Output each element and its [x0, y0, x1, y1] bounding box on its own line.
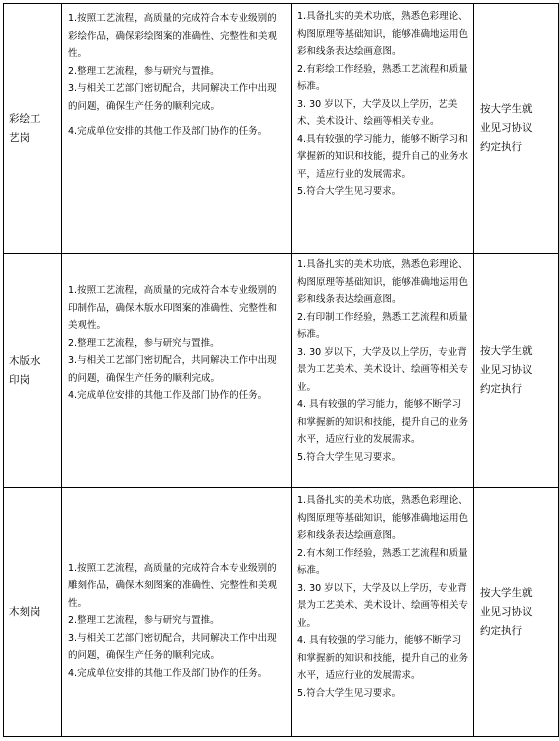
- table-row: [4, 4, 559, 254]
- requirement-item: 5.符合大学生见习要求。: [297, 451, 402, 463]
- duty-item: 2.整理工艺流程，参与研究与置推。: [68, 337, 220, 349]
- position-name: 彩绘工艺岗: [9, 112, 41, 144]
- duty-item: 3.与相关工艺部门密切配合，共同解决工作中出现的问题，确保生产任务的顺利完成。: [68, 632, 277, 662]
- requirement-item: 5.符合大学生见习要求。: [297, 186, 402, 197]
- requirements-cell: [292, 488, 474, 737]
- duty-item: 1.按照工艺流程，高质量的完成符合本专业级别的印制作品，确保木版水印图案的准确性、完整性和美观性。: [68, 285, 278, 331]
- requirement-item: 2.有木刻工作经验，熟悉工艺流程和质量标准。: [297, 547, 468, 576]
- table-row: [4, 488, 559, 737]
- duty-item: 4.完成单位安排的其他工作及部门协作的任务。: [68, 126, 268, 137]
- duties-cell: [62, 4, 292, 254]
- requirement-item: 3. 30 岁以下，大学及以上学历，艺美术、美术设计、绘画等相关专业。: [297, 98, 458, 127]
- requirement-item: 4.具有较强的学习能力，能够不断学习和掌握新的知识和技能，提升自己的业务水平，适应行业的发展需求。: [297, 133, 469, 180]
- position-cell: [4, 4, 62, 254]
- requirements-cell: [292, 4, 474, 254]
- duties-cell: [62, 488, 292, 737]
- duty-item: 2.整理工艺流程，参与研究与置推。: [68, 615, 220, 627]
- note-text: 按大学生就业见习协议约定执行: [480, 345, 533, 395]
- note-cell: [474, 254, 559, 488]
- position-name: 木刻岗: [9, 605, 41, 618]
- note-text: 按大学生就业见习协议约定执行: [480, 103, 533, 153]
- requirement-item: 4. 具有较强的学习能力，能够不断学习和掌握新的知识和技能，提升自己的业务水平，适应行业的发展需求。: [297, 399, 469, 445]
- position-cell: [4, 254, 62, 488]
- position-cell: [4, 488, 62, 737]
- duty-item: 1.按照工艺流程，高质量的完成符合本专业级别的雕刻作品，确保木刻图案的准确性、完整性和美观性。: [68, 562, 278, 609]
- note-text: 按大学生就业见习协议约定执行: [480, 586, 533, 637]
- duty-item: 3.与相关工艺部门密切配合，共同解决工作中出现的问题，确保生产任务的顺利完成。: [68, 355, 277, 384]
- note-cell: [474, 4, 559, 254]
- duty-item: 2.整理工艺流程，参与研究与置推。: [68, 65, 220, 77]
- duty-item: 4.完成单位安排的其他工作及部门协作的任务。: [68, 390, 268, 401]
- duty-item: 4.完成单位安排的其他工作及部门协作的任务。: [68, 667, 268, 679]
- requirement-item: 5.符合大学生见习要求。: [297, 687, 402, 699]
- position-name: 木版水印岗: [9, 354, 41, 386]
- requirement-item: 1.具备扎实的美术功底，熟悉色彩理论、构图原理等基础知识，能够准确地运用色彩和线条表达绘画意图。: [297, 11, 469, 57]
- requirement-item: 2.有印制工作经验，熟悉工艺流程和质量标准。: [297, 311, 468, 340]
- requirements-cell: [292, 254, 474, 488]
- note-cell: [474, 488, 559, 737]
- requirement-item: 1.具备扎实的美术功底，熟悉色彩理论、构图原理等基础知识，能够准确地运用色彩和线条表达绘画意图。: [297, 495, 469, 541]
- job-table: [3, 3, 559, 737]
- requirement-item: 2.有彩绘工作经验，熟悉工艺流程和质量标准。: [297, 63, 468, 92]
- requirement-item: 4. 具有较强的学习能力，能够不断学习和掌握新的知识和技能，提升自己的业务水平，适应行业的发展需求。: [297, 635, 469, 681]
- duties-cell: [62, 254, 292, 488]
- requirement-item: 3. 30 岁以下，大学及以上学历，专业背景为工艺美术、美术设计、绘画等相关专业。: [297, 346, 469, 393]
- duty-item: 1.按照工艺流程，高质量的完成符合本专业级别的彩绘作品，确保彩绘图案的准确性、完整性和美观性。: [68, 13, 278, 59]
- requirement-item: 1.具备扎实的美术功底，熟悉色彩理论、构图原理等基础知识，能够准确地运用色彩和线条表达绘画意图。: [297, 259, 469, 305]
- requirement-item: 3. 30 岁以下，大学及以上学历，专业背景为工艺美术、美术设计、绘画等相关专业。: [297, 582, 469, 629]
- duty-item: 3.与相关工艺部门密切配合，共同解决工作中出现的问题，确保生产任务的顺利完成。: [68, 83, 277, 112]
- table-row: [4, 254, 559, 488]
